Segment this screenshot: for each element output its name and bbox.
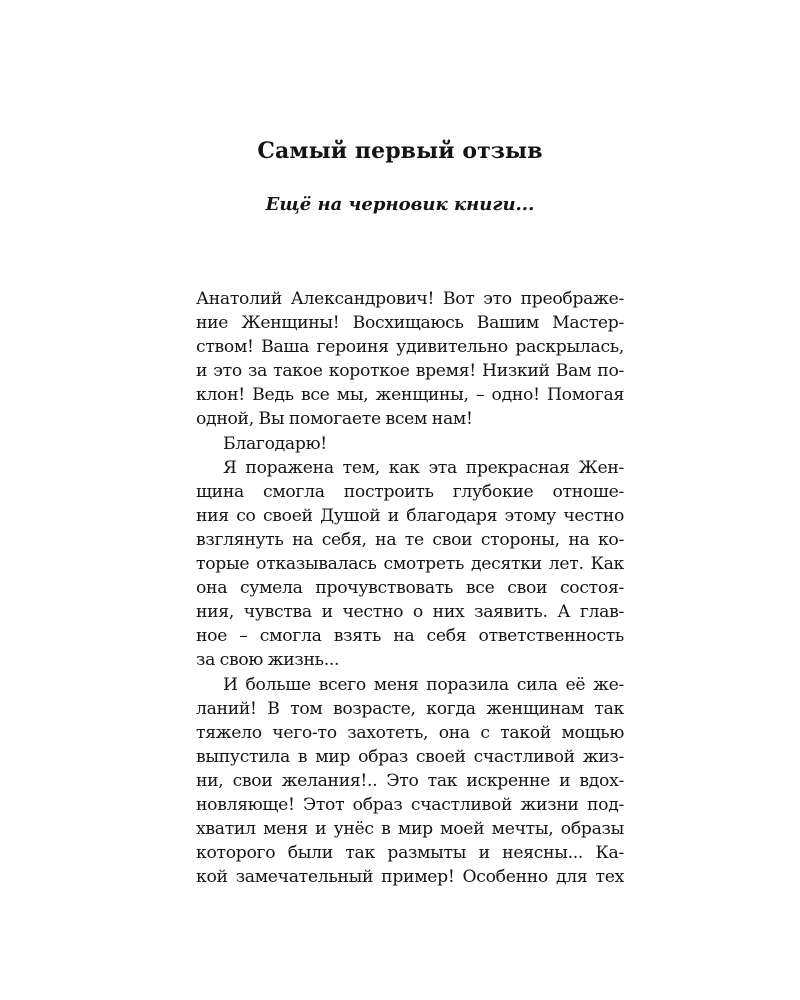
text-line: взглянуть на себя, на те свои стороны, на ко-	[196, 529, 624, 550]
text-line: новляюще! Этот образ счастливой жизни под-	[196, 794, 624, 815]
text-line: клон! Ведь все мы, женщины, – одно! Помогая	[196, 385, 624, 406]
text-line: и это за такое короткое время! Низкий Вам по-	[196, 361, 624, 382]
text-line: ством! Ваша героиня удивительно раскрылась,	[196, 337, 624, 358]
text-line: торые отказывалась смотреть десятки лет. Как	[196, 554, 624, 575]
text-line: ния, чувства и честно о них заявить. А глав-	[196, 602, 624, 623]
text-line: ни, свои желания!.. Это так искренне и вдох-	[196, 770, 624, 791]
text-line: хватил меня и унёс в мир моей мечты, образы	[196, 819, 624, 840]
text-line: выпустила в мир образ своей счастливой жиз-	[196, 746, 624, 767]
body-text	[196, 287, 624, 889]
text-line: И больше всего меня поразила сила её же-	[223, 674, 624, 695]
text-line: Анатолий Александрович! Вот это преображе-	[196, 289, 624, 309]
text-line: одной, Вы помогаете всем нам!	[196, 409, 473, 430]
text-line: ние Женщины! Восхищаюсь Вашим Мастер-	[196, 313, 624, 334]
text-line: за свою жизнь...	[196, 650, 340, 671]
text-line: ния со своей Душой и благодаря этому честно	[196, 505, 624, 526]
text-line: ланий! В том возрасте, когда женщинам так	[196, 698, 624, 719]
text-line: щина смогла построить глубокие отноше-	[196, 481, 624, 502]
text-line: которого были так размыты и неясны... Ка-	[196, 843, 624, 864]
text-line: Я поражена тем, как эта прекрасная Жен-	[223, 457, 624, 478]
text-line: она сумела прочувствовать все свои состоя-	[196, 578, 624, 599]
chapter-subtitle: Ещё на черновик книги...	[265, 194, 535, 215]
text-line: ное – смогла взять на себя ответственность	[196, 626, 624, 647]
text-line: тяжело чего-то захотеть, она с такой мощью	[196, 722, 624, 743]
text-line: кой замечательный пример! Особенно для тех	[196, 867, 624, 888]
chapter-title: Самый первый отзыв	[257, 138, 543, 164]
text-line: Благодарю!	[223, 433, 327, 454]
